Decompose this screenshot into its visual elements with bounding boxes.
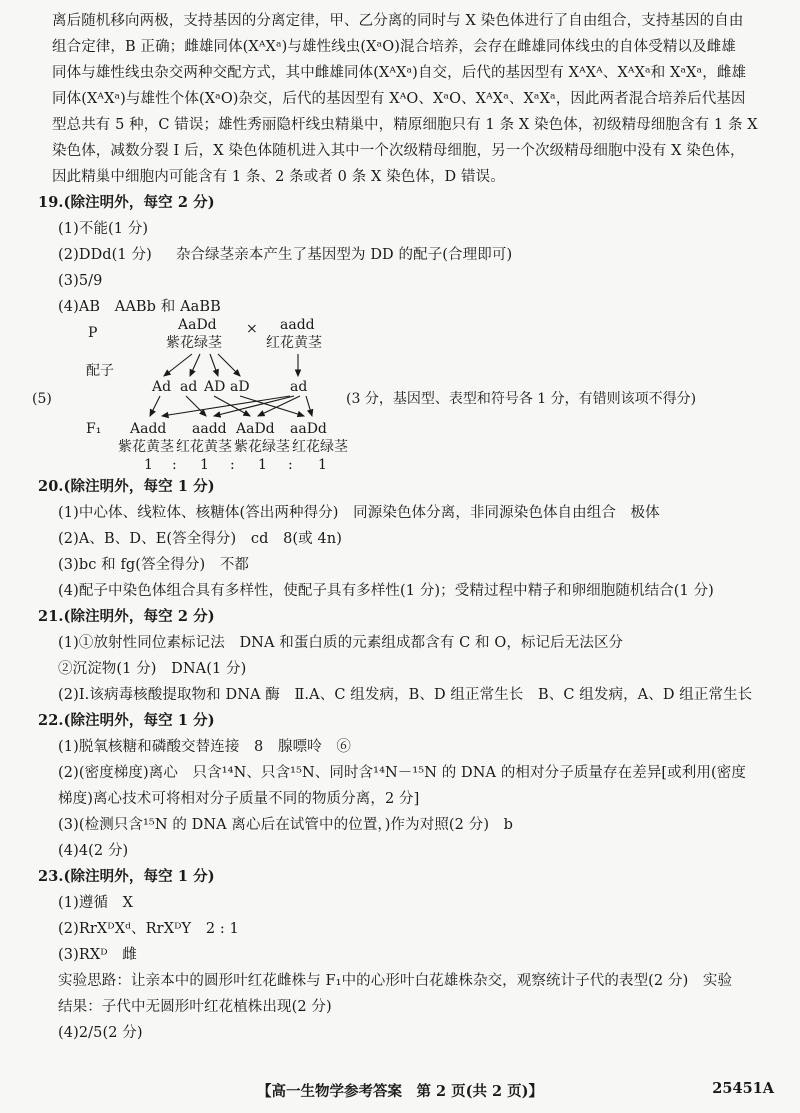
sub-question-number: (5) xyxy=(32,391,52,407)
arrow xyxy=(150,396,160,416)
q19-answer-1: (1)不能(1 分) xyxy=(58,221,149,237)
q22-answer-3: (3)(检测只含¹⁵N 的 DNA 离心后在试管中的位置，)作为对照(2 分) b xyxy=(58,817,514,833)
q23-answer-3: (3)RXᴰ 雌 xyxy=(58,947,137,963)
page-footer xyxy=(0,1080,800,1104)
genetic-cross-diagram xyxy=(28,317,780,474)
q22-answer-4: (4)4(2 分) xyxy=(58,843,129,859)
footer-code: 25451A xyxy=(712,1080,774,1097)
text-line: 离后随机移向两极，支持基因的分离定律，甲、乙分离的同时与 X 染色体进行了自由组合，支持基因的自由 xyxy=(52,13,744,29)
text-line: 型总共有 5 种，C 错误；雄性秀丽隐杆线虫精巢中，精原细胞只有 1 条 X 染色体，初级精母细胞含有 1 条 X xyxy=(52,117,758,133)
q19-answer-2a: (2)DDd(1 分) xyxy=(58,247,152,263)
ratio-value: 1 xyxy=(200,457,209,473)
q22-answer-2: (2)(密度梯度)离心 只含¹⁴N、只含¹⁵N、同时含¹⁴N－¹⁵N 的 DNA 的相对分子质量存在差异[或利用(密度 xyxy=(58,765,746,781)
q23-answer-2: (2)RrXᴰXᵈ、RrXᴰY 2 : 1 xyxy=(58,921,239,937)
offspring-genotype: aaDd xyxy=(290,421,327,437)
q19-answer-4: (4)AB AABb 和 AaBB xyxy=(58,299,221,315)
scoring-note: (3 分，基因型、表型和符号各 1 分，有错则该项不得分) xyxy=(346,391,697,407)
f1-label: F₁ xyxy=(86,421,102,437)
q23-answer-4: (4)2/5(2 分) xyxy=(58,1025,143,1041)
q20-answer-4: (4)配子中染色体组合具有多样性，使配子具有多样性(1 分)；受精过程中精子和卵细胞随机结合(1 分) xyxy=(58,583,714,599)
ratio-colon: : xyxy=(230,457,235,473)
q23-experiment-idea: 实验思路：让亲本中的圆形叶红花雌株与 F₁中的心形叶白花雄株杂交，观察统计子代的表型(2 分) 实验 xyxy=(58,973,733,989)
ratio-value: 1 xyxy=(318,457,327,473)
question-23-heading: 23.(除注明外，每空 1 分) xyxy=(38,868,215,885)
q23-answer-1: (1)遵循 X xyxy=(58,895,134,911)
text-line: 染色体，减数分裂 Ⅰ 后，X 染色体随机进入其中一个次级精母细胞，另一个次级精母细胞中没有 X 染色体， xyxy=(52,143,745,159)
ratio-value: 1 xyxy=(258,457,267,473)
q19-answer-3: (3)5/9 xyxy=(58,273,103,289)
parent1-genotype: AaDd xyxy=(178,317,217,333)
gamete: ad xyxy=(180,379,198,395)
q20-answer-2: (2)A、B、D、E(答全得分) cd 8(或 4n) xyxy=(58,531,343,547)
arrow xyxy=(164,354,192,376)
text-line: 同体(XᴬXᵃ)与雄性个体(XᵃO)杂交，后代的基因型有 XᴬO、XᵃO、XᴬXᵃ、XᵃXᵃ，因此两者混合培养后代基因 xyxy=(52,91,746,107)
question-20-heading: 20.(除注明外，每空 1 分) xyxy=(38,478,215,495)
q20-answer-3: (3)bc 和 fg(答全得分) 不都 xyxy=(58,557,250,573)
ratio-value: 1 xyxy=(144,457,153,473)
text-line: 组合定律，B 正确；雌雄同体(XᴬXᵃ)与雄性线虫(XᵃO)混合培养，会存在雌雄同体线虫的自体受精以及雌雄 xyxy=(52,39,736,55)
ratio-colon: : xyxy=(288,457,293,473)
offspring-phenotype: 红花黄茎 xyxy=(176,439,232,455)
question-19-heading: 19.(除注明外，每空 2 分) xyxy=(38,194,215,211)
parent2-phenotype: 红花黄茎 xyxy=(266,335,322,351)
gamete: ad xyxy=(290,379,308,395)
parent1-phenotype: 紫花绿茎 xyxy=(166,335,222,351)
gamete-label: 配子 xyxy=(86,363,114,379)
text-line: 因此精巢中细胞内可能含有 1 条、2 条或者 0 条 X 染色体，D 错误。 xyxy=(52,169,505,185)
q20-answer-1: (1)中心体、线粒体、核糖体(答出两种得分) 同源染色体分离，非同源染色体自由组合 极体 xyxy=(58,505,660,521)
offspring-genotype: Aadd xyxy=(130,421,167,437)
gamete: Ad xyxy=(152,379,172,395)
arrow xyxy=(306,396,312,416)
q22-answer-1: (1)脱氧核糖和磷酸交替连接 8 腺嘌呤 ⑥ xyxy=(58,739,351,755)
footer-title: 【高一生物学参考答案 第 2 页(共 2 页)】 xyxy=(256,1083,544,1100)
offspring-genotype: AaDd xyxy=(236,421,275,437)
q21-answer-3: (2)Ⅰ.该病毒核酸提取物和 DNA 酶 Ⅱ.A、C 组发病，B、D 组正常生长 B、C 组发病，A、D 组正常生长 xyxy=(58,687,753,703)
offspring-genotype: aadd xyxy=(192,421,227,437)
q19-answer-2b: 杂合绿茎亲本产生了基因型为 DD 的配子(合理即可) xyxy=(175,247,513,263)
offspring-phenotype: 紫花黄茎 xyxy=(118,439,174,455)
ratio-colon: : xyxy=(172,457,177,473)
arrow xyxy=(186,396,206,416)
question-21-heading: 21.(除注明外，每空 2 分) xyxy=(38,608,215,625)
q19-answer-2 xyxy=(28,242,780,268)
q21-answer-1: (1)①放射性同位素标记法 DNA 和蛋白质的元素组成都含有 C 和 O，标记后无法区分 xyxy=(58,635,624,651)
q22-answer-2-cont: 梯度)离心技术可将相对分子质量不同的物质分离，2 分] xyxy=(58,791,420,807)
gamete: aD xyxy=(230,379,250,395)
offspring-phenotype: 紫花绿茎 xyxy=(234,439,290,455)
q23-experiment-result: 结果：子代中无圆形叶红花植株出现(2 分) xyxy=(58,999,332,1015)
arrow xyxy=(190,354,200,376)
parental-label: P xyxy=(88,325,98,341)
arrow xyxy=(210,354,218,376)
gamete: AD xyxy=(204,379,226,395)
parent2-genotype: aadd xyxy=(280,317,315,333)
answer-content xyxy=(28,8,780,1046)
text-line: 同体与雄性线虫杂交两种交配方式，其中雌雄同体(XᴬXᵃ)自交，后代的基因型有 XᴬXᴬ、XᴬXᵃ和 XᵃXᵃ，雌雄 xyxy=(52,65,747,81)
arrow xyxy=(218,354,240,376)
offspring-phenotype: 红花绿茎 xyxy=(292,439,348,455)
question-22-heading: 22.(除注明外，每空 1 分) xyxy=(38,712,215,729)
q21-answer-2: ②沉淀物(1 分) DNA(1 分) xyxy=(58,661,247,677)
cross-symbol: × xyxy=(246,321,258,337)
arrow xyxy=(214,396,250,416)
